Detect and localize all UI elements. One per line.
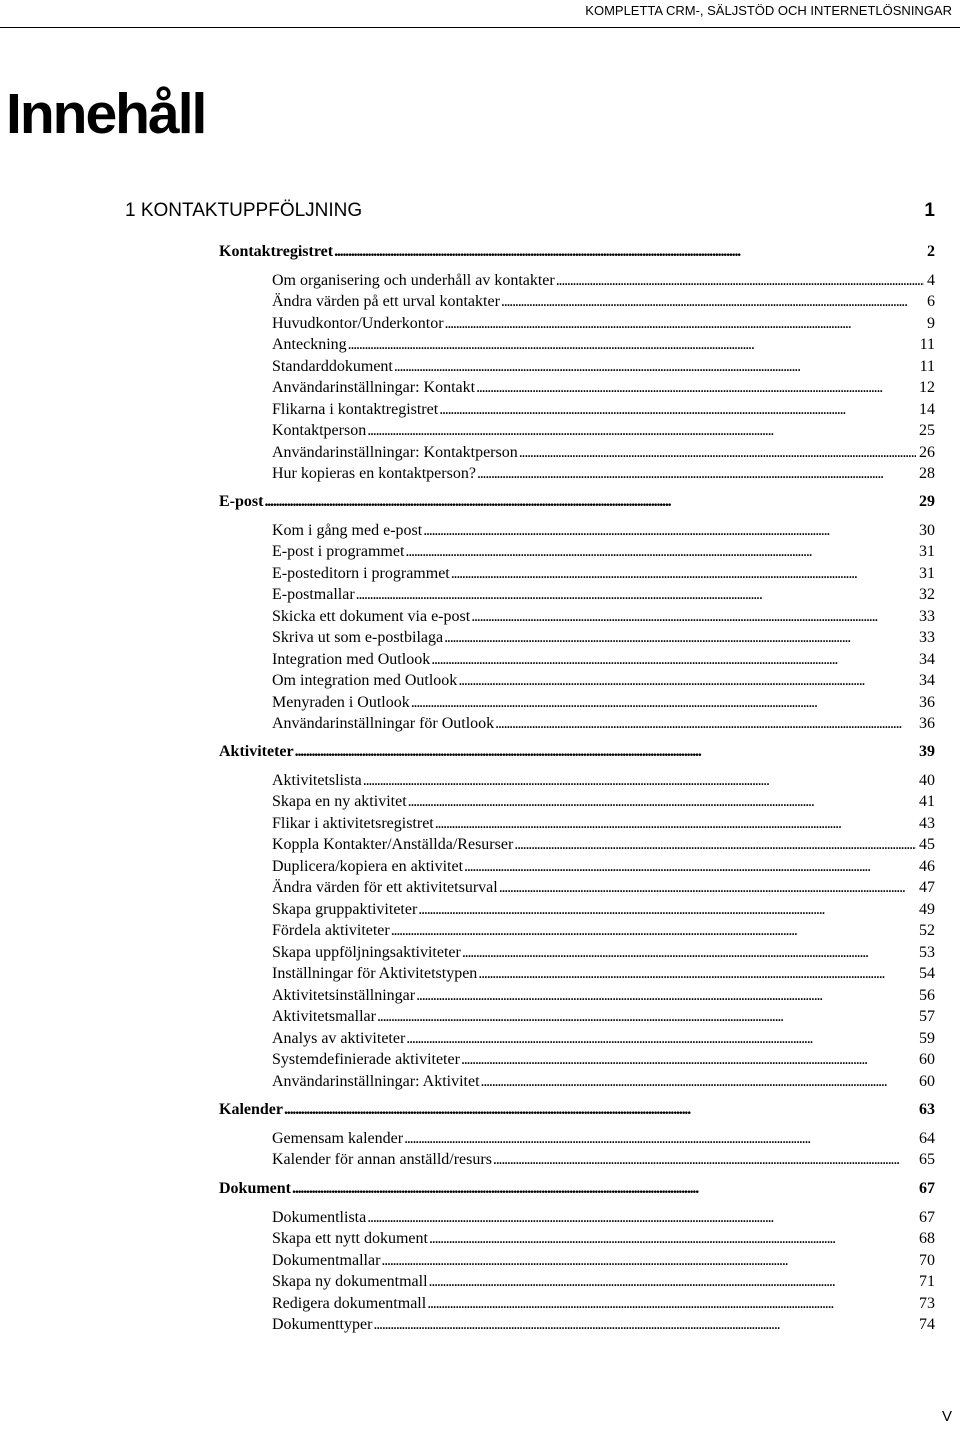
toc-subsection-entry[interactable]	[272, 856, 935, 878]
toc-entry-label: Dokument	[219, 1180, 292, 1197]
toc-entry-label: Hur kopieras en kontaktperson?	[272, 465, 476, 482]
toc-subsection-entry[interactable]	[272, 563, 935, 585]
toc-entry-label: Aktivitetsmallar	[272, 1008, 376, 1025]
dot-leader	[264, 491, 916, 513]
dot-leader	[418, 899, 916, 921]
toc-entry-page-number: 2	[927, 243, 935, 260]
toc-entry-label: Skicka ett dokument via e-post	[272, 608, 471, 625]
toc-entry-label: Kontaktperson	[272, 422, 367, 439]
toc-subsection-entry[interactable]	[272, 270, 935, 292]
toc-subsection-entry[interactable]	[272, 1128, 935, 1150]
toc-entry-page-number: 6	[927, 293, 935, 310]
toc-entry-label: Användarinställningar: Aktivitet	[272, 1073, 480, 1090]
dot-leader	[367, 1207, 916, 1229]
dot-leader	[478, 963, 916, 985]
toc-section-entry[interactable]	[219, 491, 935, 513]
toc-entry-label: E-post i programmet	[272, 543, 405, 560]
toc-subsection-entry[interactable]	[272, 627, 935, 649]
toc-entry-page-number: 60	[919, 1073, 935, 1090]
dot-leader	[363, 770, 916, 792]
dot-leader	[416, 985, 916, 1007]
toc-entry-page-number: 36	[919, 694, 935, 711]
toc-subsection-entry[interactable]	[272, 899, 935, 921]
toc-entry-label: Skapa en ny aktivitet	[272, 793, 407, 810]
toc-entry-label: Dokumentmallar	[272, 1252, 381, 1269]
toc-entry-label: Anteckning	[272, 336, 347, 353]
dot-leader	[404, 1128, 916, 1150]
toc-subsection-entry[interactable]	[272, 1006, 935, 1028]
toc-entry-label: Skriva ut som e-postbilaga	[272, 629, 444, 646]
dot-leader	[477, 463, 916, 485]
toc-entry-label: Flikar i aktivitetsregistret	[272, 815, 434, 832]
running-title: KOMPLETTA CRM-, SÄLJSTÖD OCH INTERNETLÖSNINGAR	[585, 3, 952, 18]
dot-leader	[519, 442, 916, 464]
toc-entry-page-number: 73	[919, 1295, 935, 1312]
toc-entry-page-number: 30	[919, 522, 935, 539]
toc-entry-label: Dokumentlista	[272, 1209, 367, 1226]
toc-entry-label: Ändra värden på ett urval kontakter	[272, 293, 500, 310]
toc-entry-label: E-posteditorn i programmet	[272, 565, 450, 582]
toc-entry-label: Kontaktregistret	[219, 243, 334, 260]
toc-section-entry[interactable]	[219, 241, 935, 263]
toc-entry-page-number: 26	[919, 444, 935, 461]
toc-entry-label: Aktiviteter	[219, 743, 294, 760]
toc-entry-label: Aktivitetslista	[272, 772, 362, 789]
toc-subsection-entry[interactable]	[272, 1028, 935, 1050]
toc-entry-page-number: 39	[919, 743, 935, 760]
toc-subsection-entry[interactable]	[272, 877, 935, 899]
toc-entry-page-number: 31	[919, 543, 935, 560]
toc-subsection-entry[interactable]	[272, 963, 935, 985]
toc-subsection-entry[interactable]	[272, 813, 935, 835]
toc-entry-label: Gemensam kalender	[272, 1130, 404, 1147]
toc-entry-page-number: 56	[919, 987, 935, 1004]
page-title: Innehåll	[6, 82, 206, 146]
dot-leader	[377, 1006, 916, 1028]
dot-leader	[501, 291, 924, 313]
dot-leader	[495, 713, 916, 735]
toc-subsection-entry[interactable]	[272, 834, 935, 856]
toc-entry-label: Användarinställningar: Kontakt	[272, 379, 476, 396]
dot-leader	[493, 1149, 916, 1171]
dot-leader	[334, 241, 924, 263]
toc-subsection-entry[interactable]	[272, 1293, 935, 1315]
toc-subsection-entry[interactable]	[272, 920, 935, 942]
dot-leader	[411, 692, 916, 714]
toc-subsection-entry[interactable]	[272, 670, 935, 692]
toc-subsection-entry[interactable]	[272, 713, 935, 735]
toc-entry-page-number: 46	[919, 858, 935, 875]
dot-leader	[391, 920, 916, 942]
toc-entry-label: Användarinställningar för Outlook	[272, 715, 495, 732]
toc-entry-label: Aktivitetsinställningar	[272, 987, 416, 1004]
toc-entry-page-number: 32	[919, 586, 935, 603]
toc-subsection-entry[interactable]	[272, 1314, 935, 1336]
dot-leader	[423, 520, 916, 542]
toc-subsection-entry[interactable]	[272, 377, 935, 399]
toc-entry-label: Skapa uppföljningsaktiviteter	[272, 944, 461, 961]
dot-leader	[394, 356, 917, 378]
toc-entry-label: Kalender	[219, 1101, 283, 1118]
toc-entry-label: Skapa gruppaktiviteter	[272, 901, 418, 918]
toc-entry-page-number: 45	[919, 836, 935, 853]
toc-entry-label: Menyraden i Outlook	[272, 694, 410, 711]
toc-entry-page-number: 14	[919, 401, 935, 418]
toc-entry-page-number: 60	[919, 1051, 935, 1068]
chapter-label: 1 KONTAKTUPPFÖLJNING	[125, 200, 363, 221]
toc-entry-page-number: 68	[919, 1230, 935, 1247]
toc-entry-page-number: 52	[919, 922, 935, 939]
toc-entry-page-number: 11	[919, 336, 935, 353]
dot-leader	[406, 1028, 916, 1050]
dot-leader	[284, 1099, 916, 1121]
toc-entry-page-number: 67	[919, 1180, 935, 1197]
dot-leader	[481, 1071, 916, 1093]
toc-entry-label: Integration med Outlook	[272, 651, 431, 668]
page-folio: V	[941, 1408, 952, 1425]
toc-subsection-entry[interactable]	[272, 606, 935, 628]
toc-entry-page-number: 57	[919, 1008, 935, 1025]
toc-subsection-entry[interactable]	[272, 1250, 935, 1272]
toc-section-entry[interactable]	[219, 1099, 935, 1121]
dot-leader	[451, 563, 916, 585]
toc-entry-page-number: 11	[919, 358, 935, 375]
toc-subsection-entry[interactable]	[272, 692, 935, 714]
dot-leader	[348, 334, 917, 356]
toc-subsection-entry[interactable]	[272, 313, 935, 335]
toc-entry-page-number: 4	[927, 272, 935, 289]
toc-entry-page-number: 70	[919, 1252, 935, 1269]
toc-entry-label: Skapa ny dokumentmall	[272, 1273, 428, 1290]
toc-entry-label: Duplicera/kopiera en aktivitet	[272, 858, 464, 875]
toc-entry-label: Koppla Kontakter/Anställda/Resurser	[272, 836, 514, 853]
dot-leader	[458, 670, 916, 692]
toc-entry-page-number: 65	[919, 1151, 935, 1168]
toc-entry-page-number: 63	[919, 1101, 935, 1118]
dot-leader	[292, 1178, 916, 1200]
toc-subsection-entry[interactable]	[272, 1271, 935, 1293]
toc-entry-label: Användarinställningar: Kontaktperson	[272, 444, 518, 461]
toc-subsection-entry[interactable]	[272, 1228, 935, 1250]
toc-entry-label: Standarddokument	[272, 358, 393, 375]
toc-subsection-entry[interactable]	[272, 442, 935, 464]
toc-subsection-entry[interactable]	[272, 520, 935, 542]
toc-entry-page-number: 33	[919, 629, 935, 646]
toc-entry-page-number: 59	[919, 1030, 935, 1047]
toc-subsection-entry[interactable]	[272, 420, 935, 442]
toc-entry-page-number: 9	[927, 315, 935, 332]
dot-leader	[435, 813, 916, 835]
dot-leader	[439, 399, 916, 421]
toc-entry-page-number: 71	[919, 1273, 935, 1290]
dot-leader	[429, 1271, 916, 1293]
toc-entry-page-number: 12	[919, 379, 935, 396]
dot-leader	[476, 377, 916, 399]
dot-leader	[445, 313, 924, 335]
dot-leader	[373, 1314, 916, 1336]
toc-entry-label: Ändra värden för ett aktivitetsurval	[272, 879, 498, 896]
toc-entry-page-number: 31	[919, 565, 935, 582]
toc-entry-label: Kom i gång med e-post	[272, 522, 423, 539]
toc-entry-label: Huvudkontor/Underkontor	[272, 315, 444, 332]
toc-subsection-entry[interactable]	[272, 541, 935, 563]
toc-entry-page-number: 28	[919, 465, 935, 482]
toc-entry-label: Analys av aktiviteter	[272, 1030, 406, 1047]
dot-leader	[381, 1250, 916, 1272]
toc-entry-label: Inställningar för Aktivitetstypen	[272, 965, 478, 982]
dot-leader	[405, 541, 916, 563]
dot-leader	[444, 627, 916, 649]
dot-leader	[408, 791, 916, 813]
dot-leader	[462, 942, 916, 964]
toc-entry-label: E-post	[219, 493, 264, 510]
toc-subsection-entry[interactable]	[272, 399, 935, 421]
dot-leader	[367, 420, 916, 442]
toc-subsection-entry[interactable]	[272, 1071, 935, 1093]
toc-entry-page-number: 36	[919, 715, 935, 732]
dot-leader	[429, 1228, 916, 1250]
toc-entry-page-number: 40	[919, 772, 935, 789]
chapter-page-number: 1	[924, 200, 935, 221]
toc-entry-page-number: 49	[919, 901, 935, 918]
toc-entry-label: Kalender för annan anställd/resurs	[272, 1151, 492, 1168]
toc-entry-page-number: 25	[919, 422, 935, 439]
dot-leader	[514, 834, 916, 856]
toc-entry-page-number: 54	[919, 965, 935, 982]
toc-subsection-entry[interactable]	[272, 985, 935, 1007]
toc-entry-label: Om organisering och underhåll av kontakter	[272, 272, 555, 289]
toc-entry-page-number: 29	[919, 493, 935, 510]
toc-subsection-entry[interactable]	[272, 1049, 935, 1071]
toc-subsection-entry[interactable]	[272, 770, 935, 792]
toc-entry-label: Fördela aktiviteter	[272, 922, 390, 939]
toc-entry-page-number: 53	[919, 944, 935, 961]
toc-subsection-entry[interactable]	[272, 334, 935, 356]
toc-entry-label: Om integration med Outlook	[272, 672, 458, 689]
toc-entry-page-number: 74	[919, 1316, 935, 1333]
toc-entry-label: Redigera dokumentmall	[272, 1295, 427, 1312]
toc-entry-page-number: 43	[919, 815, 935, 832]
toc-entry-label: Dokumenttyper	[272, 1316, 373, 1333]
dot-leader	[461, 1049, 916, 1071]
dot-leader	[499, 877, 916, 899]
toc-subsection-entry[interactable]	[272, 649, 935, 671]
dot-leader	[431, 649, 916, 671]
toc-entry-label: E-postmallar	[272, 586, 355, 603]
toc-section-entry[interactable]	[219, 741, 935, 763]
toc-entry-label: Skapa ett nytt dokument	[272, 1230, 428, 1247]
toc-subsection-entry[interactable]	[272, 1149, 935, 1171]
toc-subsection-entry[interactable]	[272, 1207, 935, 1229]
toc-subsection-entry[interactable]	[272, 463, 935, 485]
dot-leader	[471, 606, 916, 628]
dot-leader	[427, 1293, 916, 1315]
toc-subsection-entry[interactable]	[272, 356, 935, 378]
toc-entry-page-number: 64	[919, 1130, 935, 1147]
toc-subsection-entry[interactable]	[272, 942, 935, 964]
toc-section-entry[interactable]	[219, 1178, 935, 1200]
dot-leader	[556, 270, 924, 292]
dot-leader	[356, 584, 916, 606]
dot-leader	[464, 856, 916, 878]
toc-entry-page-number: 41	[919, 793, 935, 810]
toc-subsection-entry[interactable]	[272, 791, 935, 813]
toc-entry-label: Flikarna i kontaktregistret	[272, 401, 439, 418]
toc-subsection-entry[interactable]	[272, 291, 935, 313]
toc-entry-label: Systemdefinierade aktiviteter	[272, 1051, 460, 1068]
toc-entry-page-number: 34	[919, 672, 935, 689]
dot-leader	[295, 741, 916, 763]
toc-subsection-entry[interactable]	[272, 584, 935, 606]
toc-entry-page-number: 33	[919, 608, 935, 625]
toc-entry-page-number: 47	[919, 879, 935, 896]
toc-entry-page-number: 67	[919, 1209, 935, 1226]
toc-entry-page-number: 34	[919, 651, 935, 668]
